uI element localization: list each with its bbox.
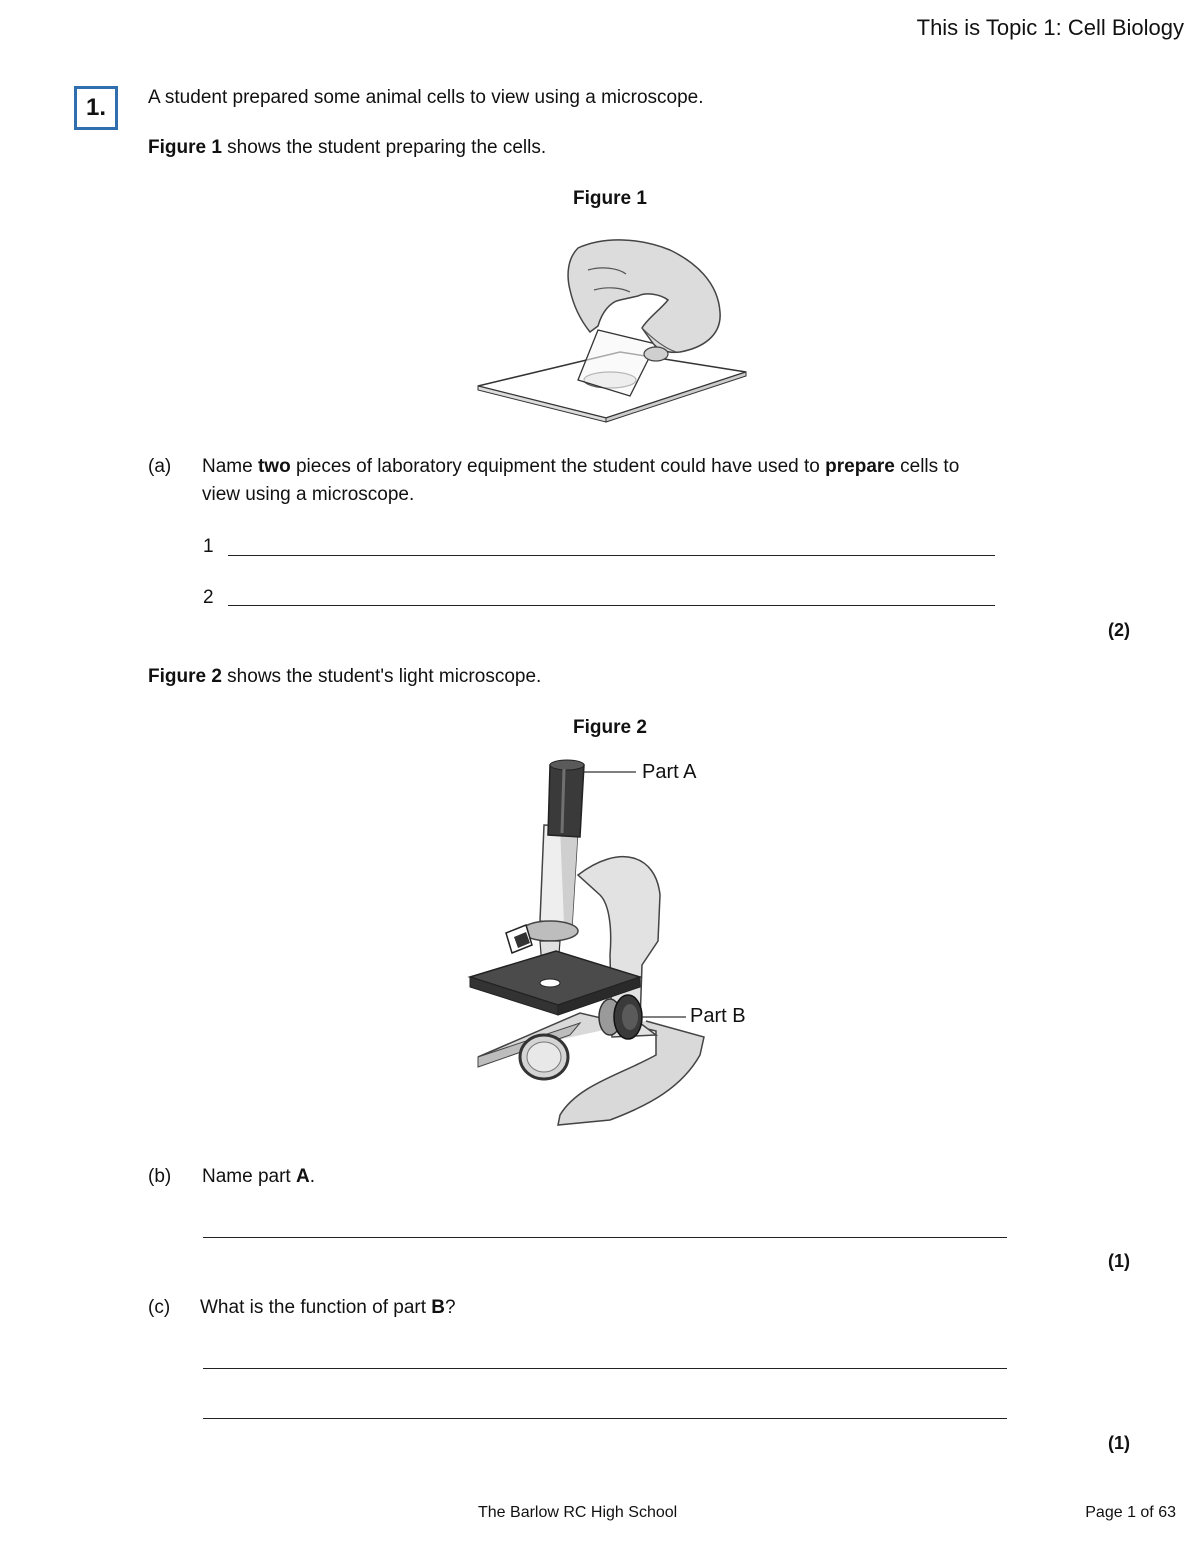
figure2-label-part-a: Part A: [642, 761, 697, 783]
figure1-caption: [148, 136, 546, 160]
part-c-text: What is the function of part: [200, 1297, 432, 1318]
part-b-text-end: .: [309, 1166, 315, 1187]
part-c-question: [200, 1296, 456, 1320]
eyepiece-highlight: [562, 769, 564, 833]
part-a-marks: (2): [1108, 620, 1130, 640]
answer-line-c2[interactable]: [203, 1418, 1007, 1419]
eyepiece: [548, 765, 584, 837]
figure2-label-part-b: Part B: [690, 1005, 746, 1027]
figure1-caption-bold: Figure 1: [148, 137, 222, 158]
part-a-question-line2: view using a microscope.: [202, 484, 415, 505]
figure1-caption-rest: shows the student preparing the cells.: [221, 137, 547, 158]
answer-line-c1[interactable]: [203, 1368, 1007, 1369]
part-c-bold: B: [431, 1297, 446, 1318]
part-a-text-3: cells to: [894, 456, 960, 477]
part-b-bold: A: [295, 1166, 310, 1187]
part-c-text-end: ?: [445, 1297, 456, 1318]
question-number-box: 1.: [74, 86, 118, 130]
answer-label-2: 2: [203, 587, 214, 608]
answer-line-a1[interactable]: [228, 555, 995, 556]
figure2-microscope-illustration: [460, 755, 770, 1135]
part-c-marks: (1): [1108, 1433, 1130, 1453]
answer-label-1: 1: [203, 536, 214, 557]
question-intro: A student prepared some animal cells to view using a microscope.: [148, 87, 704, 108]
part-b-marks: (1): [1108, 1251, 1130, 1271]
mirror-inner: [527, 1042, 561, 1072]
figure1-slide-illustration: [470, 230, 760, 425]
figure2-title: Figure 2: [573, 717, 647, 738]
figure2-caption: [148, 665, 541, 689]
part-a-bold-prepare: prepare: [825, 456, 895, 477]
fingertip: [644, 347, 668, 361]
footer-page-number: Page 1 of 63: [1085, 1504, 1176, 1521]
part-a-text-2: pieces of laboratory equipment the student could have used to: [290, 456, 826, 477]
figure2-caption-rest: shows the student's light microscope.: [221, 666, 542, 687]
part-b-question: [202, 1165, 315, 1189]
part-b-text: Name part: [202, 1166, 296, 1187]
part-a-text-1: Name: [202, 456, 258, 477]
answer-line-b[interactable]: [203, 1237, 1007, 1238]
part-a-bold-two: two: [257, 456, 291, 477]
eyepiece-top: [550, 760, 584, 770]
part-a-label: (a): [148, 456, 172, 477]
footer-school: The Barlow RC High School: [478, 1504, 678, 1521]
page-header-title: This is Topic 1: Cell Biology: [916, 15, 1184, 40]
part-b-label: (b): [148, 1166, 172, 1187]
hand-shape: [568, 240, 720, 352]
stage-hole: [540, 979, 560, 987]
part-c-label: (c): [148, 1297, 171, 1318]
microscope-base: [478, 1013, 704, 1125]
figure2-caption-bold: Figure 2: [148, 666, 222, 687]
focus-knob-face: [622, 1004, 638, 1030]
figure1-title: Figure 1: [573, 188, 647, 209]
part-a-question-line1: [202, 455, 959, 479]
answer-line-a2[interactable]: [228, 605, 995, 606]
